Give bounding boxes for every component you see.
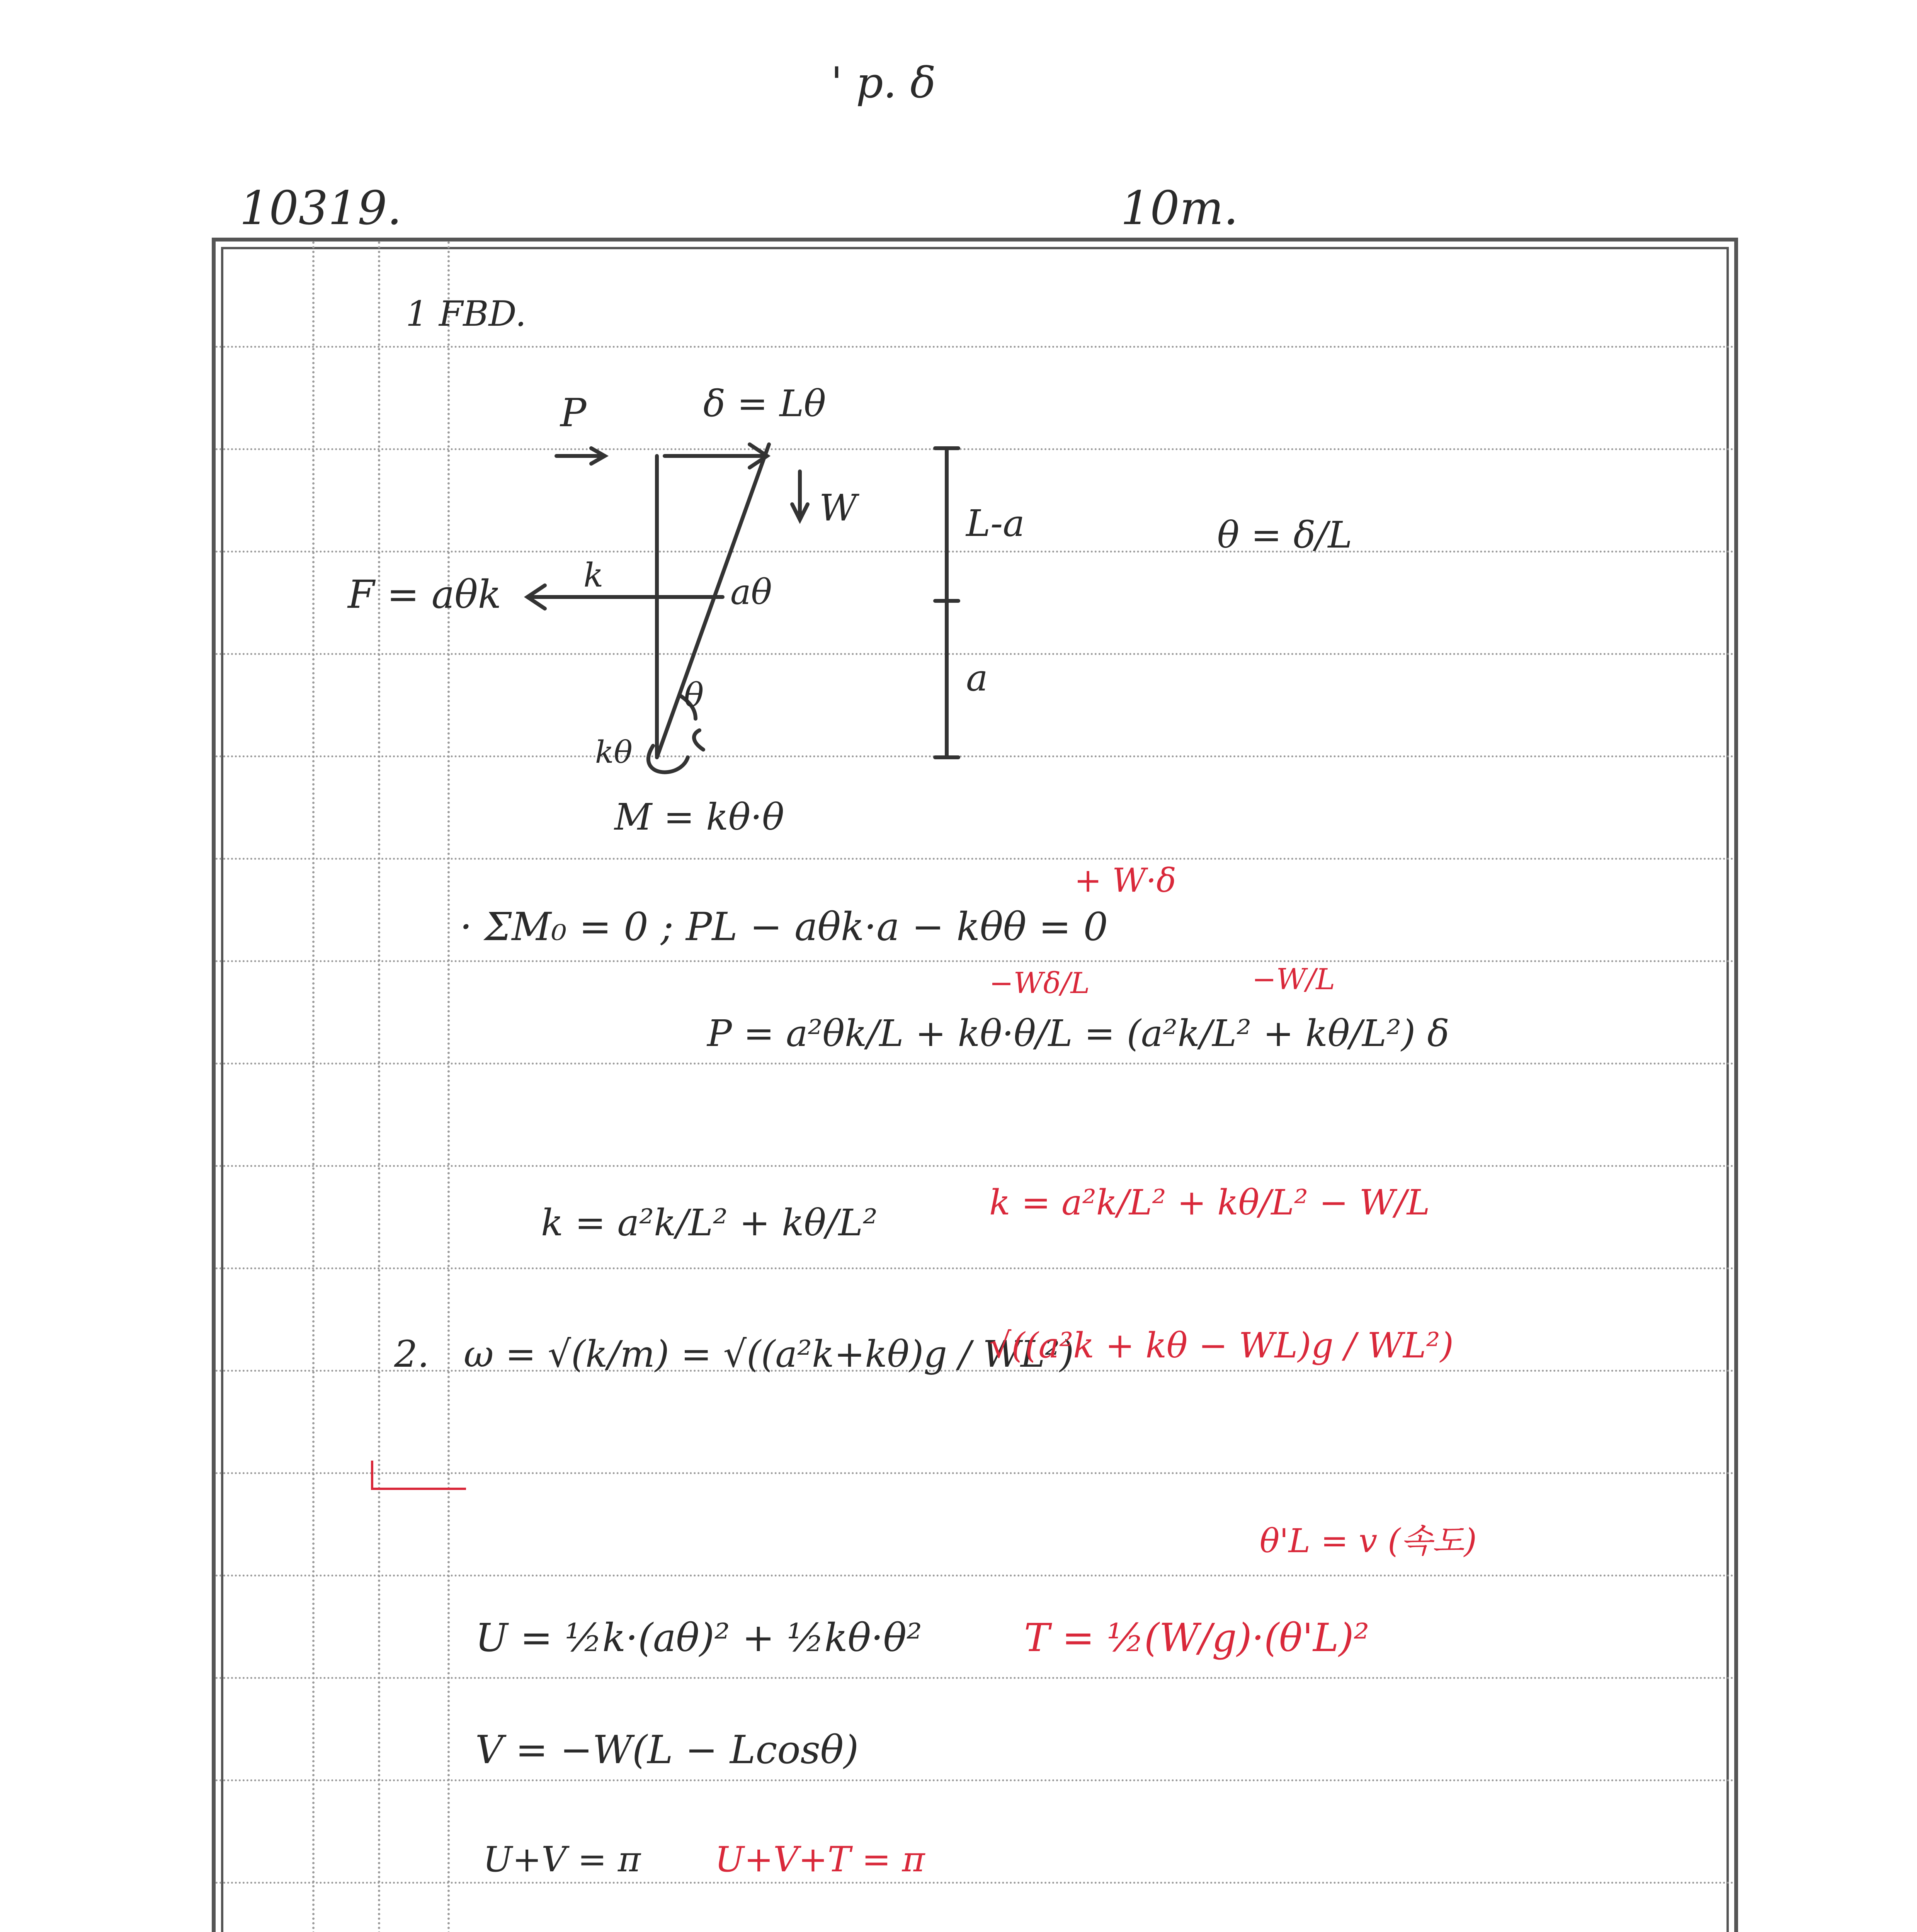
label-theta-eq: θ = δ/L bbox=[1217, 514, 1352, 556]
fbd-section-title: 1 FBD. bbox=[406, 294, 527, 334]
torsion-spring bbox=[648, 746, 688, 772]
label-p: P bbox=[560, 390, 587, 435]
red-underline-mark bbox=[371, 1461, 466, 1490]
natural-frequency: ω = √(k/m) = √((a²k+kθ)g / WL²) bbox=[464, 1333, 1074, 1376]
potential-energy-v: V = −W(L − Lcosθ) bbox=[475, 1727, 859, 1772]
part-2-label: 2. bbox=[394, 1333, 429, 1376]
label-theta: θ bbox=[684, 676, 704, 714]
total-energy: U+V = π bbox=[483, 1839, 641, 1880]
stiffness-definition-corrected: k = a²k/L² + kθ/L² − W/L bbox=[989, 1182, 1430, 1223]
label-a-theta: aθ bbox=[730, 572, 772, 612]
label-l-minus-a: L-a bbox=[966, 502, 1025, 545]
kinetic-energy-t: T = ½(W/g)·(θ'L)² bbox=[1024, 1615, 1369, 1660]
stiffness-definition: k = a²k/L² + kθ/L² bbox=[541, 1202, 878, 1244]
eq2-red-note-2: −W/L bbox=[1252, 962, 1335, 996]
candidate-id: 10319. bbox=[240, 182, 402, 235]
label-w: W bbox=[819, 487, 857, 529]
eq1-red-note: + W·δ bbox=[1074, 862, 1176, 900]
p-equation: P = a²θk/L + kθ·θ/L = (a²k/L² + kθ/L²) δ bbox=[707, 1012, 1449, 1055]
moment-equation: · ΣM₀ = 0 ; PL − aθk·a − kθθ = 0 bbox=[460, 904, 1108, 949]
label-force: F = aθk bbox=[348, 572, 502, 617]
label-delta: δ = Lθ bbox=[703, 383, 826, 425]
exam-id: 10m. bbox=[1121, 182, 1238, 235]
page-top-note: ' p. δ bbox=[831, 58, 936, 107]
label-k: k bbox=[583, 556, 604, 595]
velocity-note: θ'L = v (속도) bbox=[1260, 1522, 1477, 1560]
label-moment: M = kθ·θ bbox=[614, 796, 784, 838]
total-energy-corrected: U+V+T = π bbox=[715, 1839, 925, 1880]
eq2-red-note-1: −Wδ/L bbox=[989, 966, 1090, 1000]
label-a: a bbox=[966, 657, 988, 699]
label-k-theta: kθ bbox=[595, 734, 633, 770]
natural-frequency-corrected: √((a²k + kθ − WL)g / WL²) bbox=[989, 1325, 1454, 1366]
potential-energy-u: U = ½k·(aθ)² + ½kθ·θ² bbox=[475, 1615, 922, 1660]
